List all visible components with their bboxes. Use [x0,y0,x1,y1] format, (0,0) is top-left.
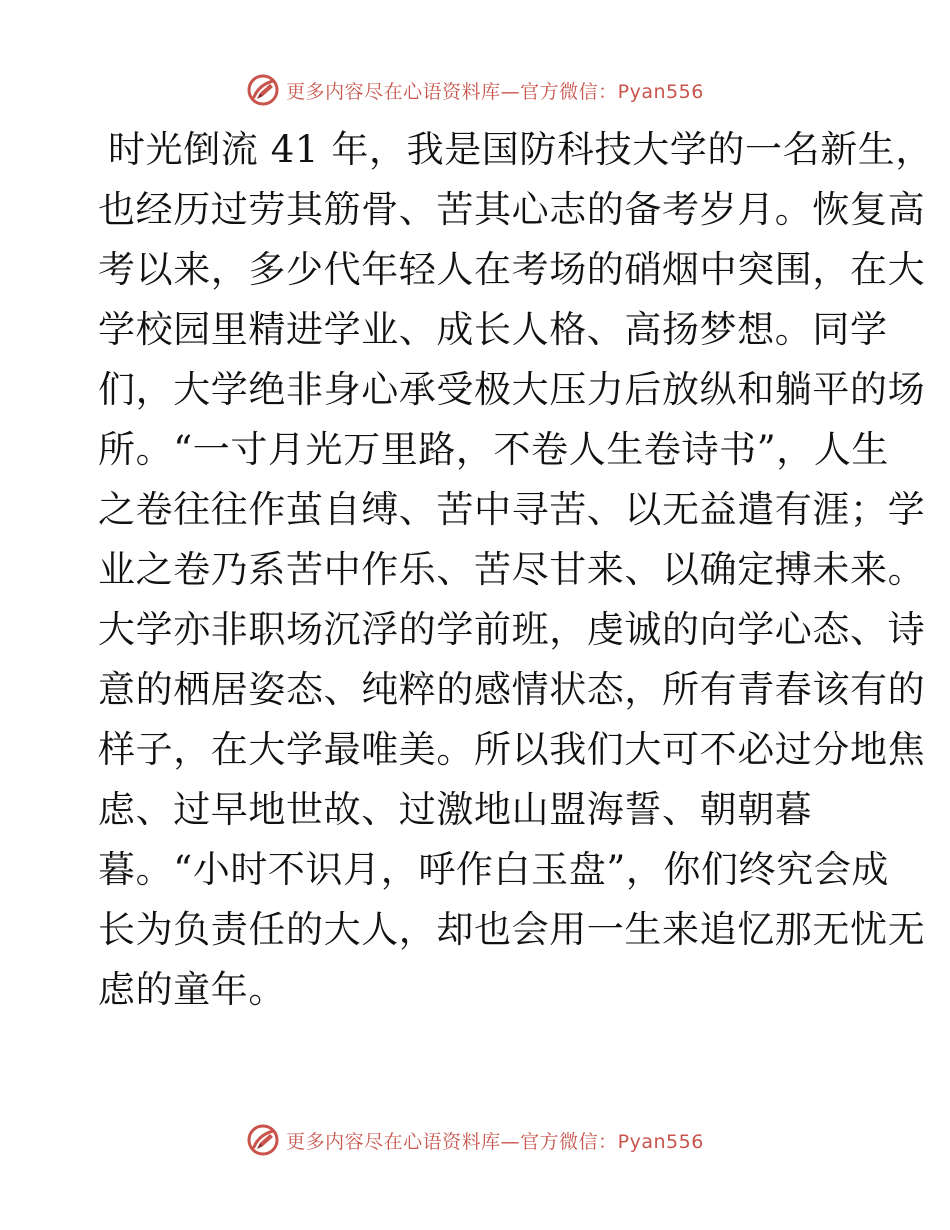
pen-swirl-logo-icon [246,73,280,107]
text-line: 样子，在大学最唯美。所以我们大可不必过分地焦 [98,728,926,771]
text-line: 暮。“小时不识月，呼作白玉盘”，你们终究会成 [98,848,890,891]
text-line: 虑、过早地世故、过激地山盟海誓、朝朝暮 [98,788,813,831]
header-banner [0,70,950,110]
header-banner-text: 更多内容尽在心语资料库—官方微信：Pyan556 [286,80,704,103]
text-line: 所。“一寸月光万里路，不卷人生卷诗书”，人生 [98,428,890,471]
text-line: 考以来，多少代年轻人在考场的硝烟中突围，在大 [98,248,926,291]
text-line: 业之卷乃系苦中作乐、苦尽甘来、以确定搏未来。 [98,548,926,591]
pen-swirl-logo-icon [246,1123,280,1157]
text-line: 之卷往往作茧自缚、苦中寻苦、以无益遣有涯；学 [98,488,926,531]
text-line: 虑的童年。 [98,968,286,1011]
text-line: 们，大学绝非身心承受极大压力后放纵和躺平的场 [98,368,926,411]
footer-banner [0,1120,950,1160]
text-line: 大学亦非职场沉浮的学前班，虔诚的向学心态、诗 [98,608,926,651]
text-line: 意的栖居姿态、纯粹的感情状态，所有青春该有的 [98,668,926,711]
text-line: 也经历过劳其筋骨、苦其心志的备考岁月。恢复高 [98,188,926,231]
document-body [98,120,934,1020]
footer-banner-text: 更多内容尽在心语资料库—官方微信：Pyan556 [286,1130,704,1153]
text-line: 学校园里精进学业、成长人格、高扬梦想。同学 [98,308,888,351]
text-line: 时光倒流 41 年，我是国防科技大学的一名新生， [108,128,934,171]
text-line: 长为负责任的大人，却也会用一生来追忆那无忧无 [98,908,926,951]
